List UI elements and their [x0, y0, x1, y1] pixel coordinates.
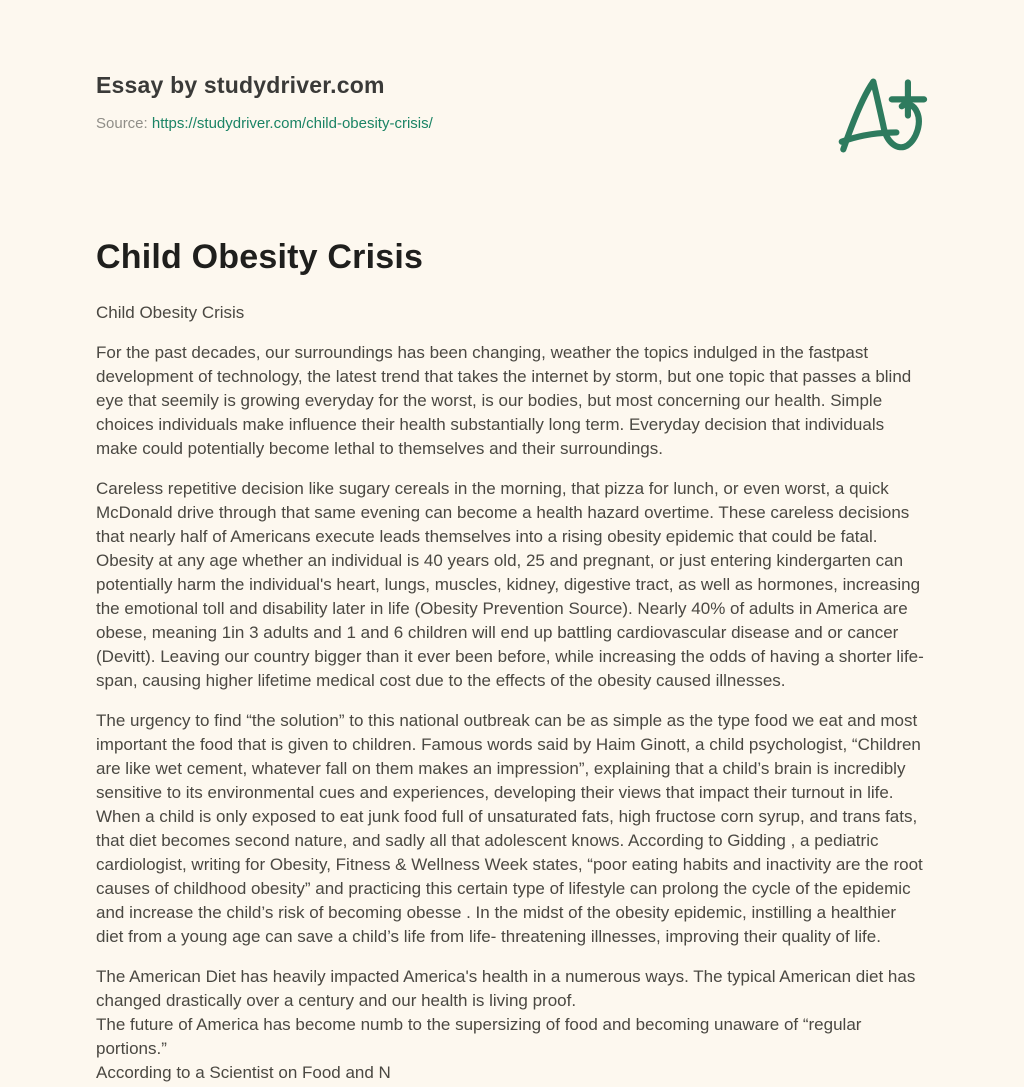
a-plus-icon — [831, 64, 931, 164]
essay-paragraphs — [96, 301, 928, 1085]
page-header — [96, 72, 928, 132]
paragraph: The American Diet has heavily impacted America's health in a numerous ways. The typical American diet has changed drastically over a century and our health is living proof. The future of America has become numb to the supersizing of food and becoming unaware of “regular portions.” According to a Scientist on Food and N — [96, 967, 916, 1082]
essay-title: Child Obesity Crisis — [96, 238, 424, 276]
source-link[interactable]: https://studydriver.com/child-obesity-crisis/ — [151, 115, 433, 132]
paragraph: The urgency to find “the solution” to this national outbreak can be as simple as the type food we eat and most important the food that is given to children. Famous words said by Haim Ginott, a child psychologist, “Children are like wet cement, whatever fall on them makes an impression”, explaining that a child’s brain is incredibly sensitive to its environmental cues and experiences, developing their views that impact their turnout in life. When a child is only exposed to eat junk food full of unsaturated fats, high fructose corn syrup, and trans fats, that diet becomes second nature, and sadly all that adolescent knows. According to Gidding , a pediatric cardiologist, writing for Obesity, Fitness & Wellness Week states, “poor eating habits and inactivity are the root causes of childhood obesity” and practicing this certain type of lifestyle can prolong the cycle of the epidemic and increase the child’s risk of becoming obesse . In the midst of the obesity epidemic, instilling a healthier diet from a young age can save a child’s life from life- threatening illnesses, improving their quality of life. — [96, 711, 923, 946]
byline: Essay by studydriver.com — [96, 72, 385, 98]
essay-main — [96, 238, 928, 1085]
studydriver-logo — [831, 64, 931, 164]
source-label: Source: — [96, 115, 148, 132]
paragraph: Child Obesity Crisis — [96, 303, 245, 322]
paragraph: For the past decades, our surroundings has been changing, weather the topics indulged in the fastpast development of technology, the latest trend that takes the internet by storm, but one topic that passes a blind eye that seemily is growing everyday for the worst, is our bodies, but most concerning our health. Simple choices individuals make influence their health substantially long term. Everyday decision that individuals make could potentially become lethal to themselves and their surroundings. — [96, 343, 912, 458]
source-line — [96, 115, 928, 132]
paragraph: Careless repetitive decision like sugary cereals in the morning, that pizza for lunch, or even worst, a quick McDonald drive through that same evening can become a health hazard overtime. These careless decisions that nearly half of Americans execute leads themselves into a rising obesity epidemic that could be fatal. Obesity at any age whether an individual is 40 years old, 25 and pregnant, or just entering kindergarten can potentially harm the individual's heart, lungs, muscles, kidney, digestive tract, as well as hormones, increasing the emotional toll and disability later in life (Obesity Prevention Source). Nearly 40% of adults in America are obese, meaning 1in 3 adults and 1 and 6 children will end up battling cardiovascular disease and or cancer (Devitt). Leaving our country bigger than it ever been before, while increasing the odds of having a shorter life-span, causing higher lifetime medical cost due to the effects of the obesity caused illnesses. — [96, 479, 924, 690]
